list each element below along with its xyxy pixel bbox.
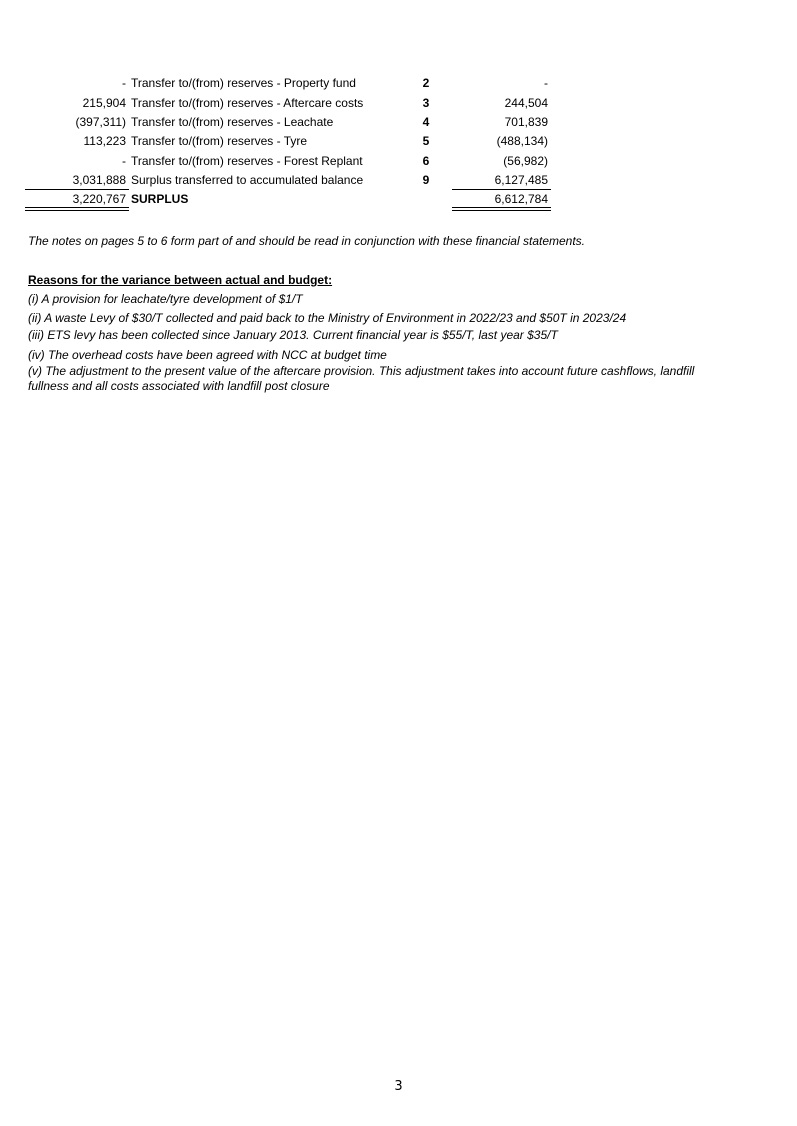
reason-item: (v) The adjustment to the present value of the aftercare provision. This adjustment takes into account future cashflows, landfill fullness and all costs associated with landfill post closure [28, 364, 695, 393]
prior-year-value: - [122, 154, 126, 168]
row-description: Transfer to/(from) reserves - Forest Replant [131, 154, 363, 168]
row-description: Transfer to/(from) reserves - Tyre [131, 134, 308, 148]
reason-item: (iv) The overhead costs have been agreed with NCC at budget time [28, 348, 387, 362]
note-number: 9 [422, 173, 430, 187]
prior-year-value: (397,311) [75, 115, 126, 129]
prior-year-total: 3,220,767 [72, 192, 126, 206]
row-description: Transfer to/(from) reserves - Property fund [131, 76, 356, 90]
total-double-rule-prior-top [25, 207, 129, 208]
prior-year-value: 215,904 [82, 96, 126, 110]
row-description: Transfer to/(from) reserves - Leachate [131, 115, 334, 129]
note-number: 5 [422, 134, 430, 148]
table-row [0, 96, 797, 114]
reason-item: (ii) A waste Levy of $30/T collected and paid back to the Ministry of Environment in 2022/23 and $50T in 2023/24 [28, 311, 627, 325]
table-row [0, 134, 797, 152]
total-double-rule-prior-bottom [25, 210, 129, 211]
current-year-value: (56,982) [503, 154, 548, 168]
reason-item: (iii) ETS levy has been collected since January 2013. Current financial year is $55/T, last year $35/T [28, 328, 558, 342]
total-double-rule-current-top [452, 207, 551, 208]
current-year-total: 6,612,784 [494, 192, 548, 206]
current-year-value: - [544, 76, 548, 90]
current-year-value: 6,127,485 [494, 173, 548, 187]
notes-statement: The notes on pages 5 to 6 form part of and should be read in conjunction with these financial statements. [28, 234, 586, 248]
table-row [0, 115, 797, 133]
subtotal-rule-current [452, 189, 551, 190]
table-row [0, 76, 797, 94]
total-double-rule-current-bottom [452, 210, 551, 211]
total-label: SURPLUS [131, 192, 189, 206]
prior-year-value: - [122, 76, 126, 90]
subtotal-rule-prior [25, 189, 129, 190]
prior-year-value: 113,223 [83, 134, 126, 148]
note-number: 2 [422, 76, 430, 90]
reason-item: (i) A provision for leachate/tyre development of $1/T [28, 292, 303, 306]
table-row [0, 154, 797, 172]
note-number: 4 [422, 115, 430, 129]
page-number: 3 [394, 1079, 403, 1094]
current-year-value: 244,504 [504, 96, 548, 110]
note-number: 3 [422, 96, 430, 110]
reasons-heading: Reasons for the variance between actual and budget: [28, 273, 333, 287]
row-description: Transfer to/(from) reserves - Aftercare costs [131, 96, 364, 110]
current-year-value: 701,839 [504, 115, 548, 129]
note-number: 6 [422, 154, 430, 168]
row-description: Surplus transferred to accumulated balance [131, 173, 364, 187]
current-year-value: (488,134) [496, 134, 548, 148]
prior-year-value: 3,031,888 [72, 173, 126, 187]
